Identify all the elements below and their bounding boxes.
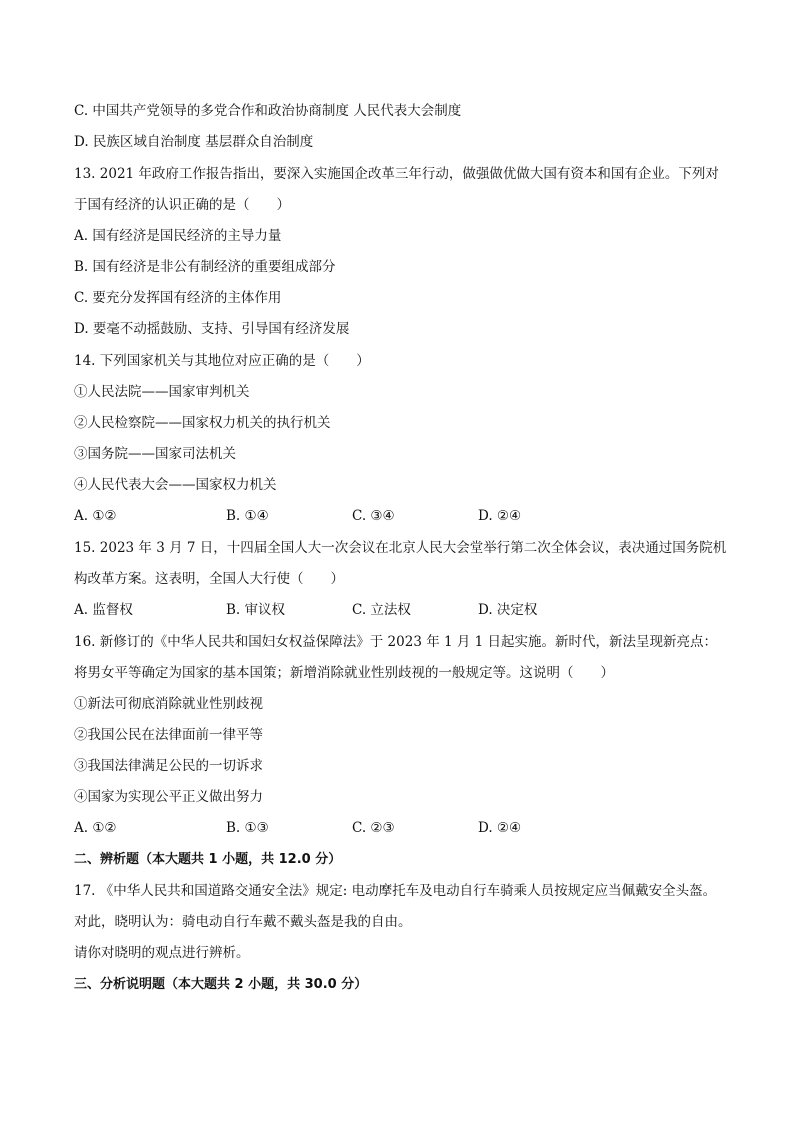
q14-stem: 14. 下列国家机关与其地位对应正确的是（ ） (74, 353, 370, 369)
q16-stem-line-1: 16. 新修订的《中华人民共和国妇女权益保障法》于 2023 年 1 月 1 日起实施。新时代，新法呈现新亮点： (74, 634, 718, 650)
q12-option-d: D. 民族区域自治制度 基层群众自治制度 (74, 134, 314, 150)
q15-option-a: A. 监督权 (74, 602, 133, 618)
q14-option-a: A. ①② (74, 508, 117, 524)
q16-option-a: A. ①② (74, 820, 117, 836)
q16-option-c: C. ②③ (352, 820, 395, 836)
q16-option-d: D. ②④ (478, 820, 522, 836)
section-2-heading: 二、辨析题（本大题共 1 小题，共 12.0 分） (74, 852, 342, 867)
q14-statement-2: ②人民检察院——国家权力机关的执行机关 (74, 415, 331, 431)
q14-option-c: C. ③④ (352, 508, 395, 524)
q13-option-a: A. 国有经济是国民经济的主导力量 (74, 228, 282, 244)
q13-option-c: C. 要充分发挥国有经济的主体作用 (74, 290, 282, 306)
q16-stem-line-2: 将男女平等确定为国家的基本国策；新增消除就业性别歧视的一般规定等。这说明（ ） (74, 665, 614, 681)
q16-option-b: B. ①③ (226, 820, 269, 836)
q15-option-b: B. 审议权 (226, 602, 286, 618)
q17-stem-line-1: 17. 《中华人民共和国道路交通安全法》规定: 电动摩托车及电动自行车骑乘人员按规定应当佩戴安全头盔。 (74, 883, 717, 899)
q15-option-d: D. 决定权 (478, 602, 538, 618)
q12-option-c: C. 中国共产党领导的多党合作和政治协商制度 人民代表大会制度 (74, 103, 462, 119)
section-3-heading: 三、分析说明题（本大题共 2 小题，共 30.0 分） (74, 977, 368, 992)
q16-statement-4: ④国家为实现公平正义做出努力 (74, 789, 263, 805)
q15-stem-line-1: 15. 2023 年 3 月 7 日，十四届全国人大一次会议在北京人民大会堂举行第二次全体会议，表决通过国务院机 (74, 540, 727, 556)
q14-statement-4: ④人民代表大会——国家权力机关 (74, 477, 277, 493)
q14-option-b: B. ①④ (226, 508, 269, 524)
q13-option-d: D. 要毫不动摇鼓励、支持、引导国有经济发展 (74, 321, 350, 337)
q14-statement-1: ①人民法院——国家审判机关 (74, 384, 250, 400)
q16-statement-2: ②我国公民在法律面前一律平等 (74, 727, 263, 743)
q13-stem-line-2: 于国有经济的认识正确的是（ ） (74, 197, 290, 213)
q17-prompt: 请你对晓明的观点进行辨析。 (74, 945, 250, 961)
q16-statement-3: ③我国法律满足公民的一切诉求 (74, 758, 263, 774)
q14-statement-3: ③国务院——国家司法机关 (74, 446, 236, 462)
q15-stem-line-2: 构改革方案。这表明，全国人大行使（ ） (74, 571, 344, 587)
q13-stem-line-1: 13. 2021 年政府工作报告指出，要深入实施国企改革三年行动，做强做优做大国有资本和国有企业。下列对 (74, 166, 719, 182)
q14-option-d: D. ②④ (478, 508, 522, 524)
q17-stem-line-2: 对此，晓明认为：骑电动自行车戴不戴头盔是我的自由。 (74, 914, 412, 930)
q16-statement-1: ①新法可彻底消除就业性别歧视 (74, 696, 263, 712)
q13-option-b: B. 国有经济是非公有制经济的重要组成部分 (74, 259, 336, 275)
q15-option-c: C. 立法权 (352, 602, 411, 618)
